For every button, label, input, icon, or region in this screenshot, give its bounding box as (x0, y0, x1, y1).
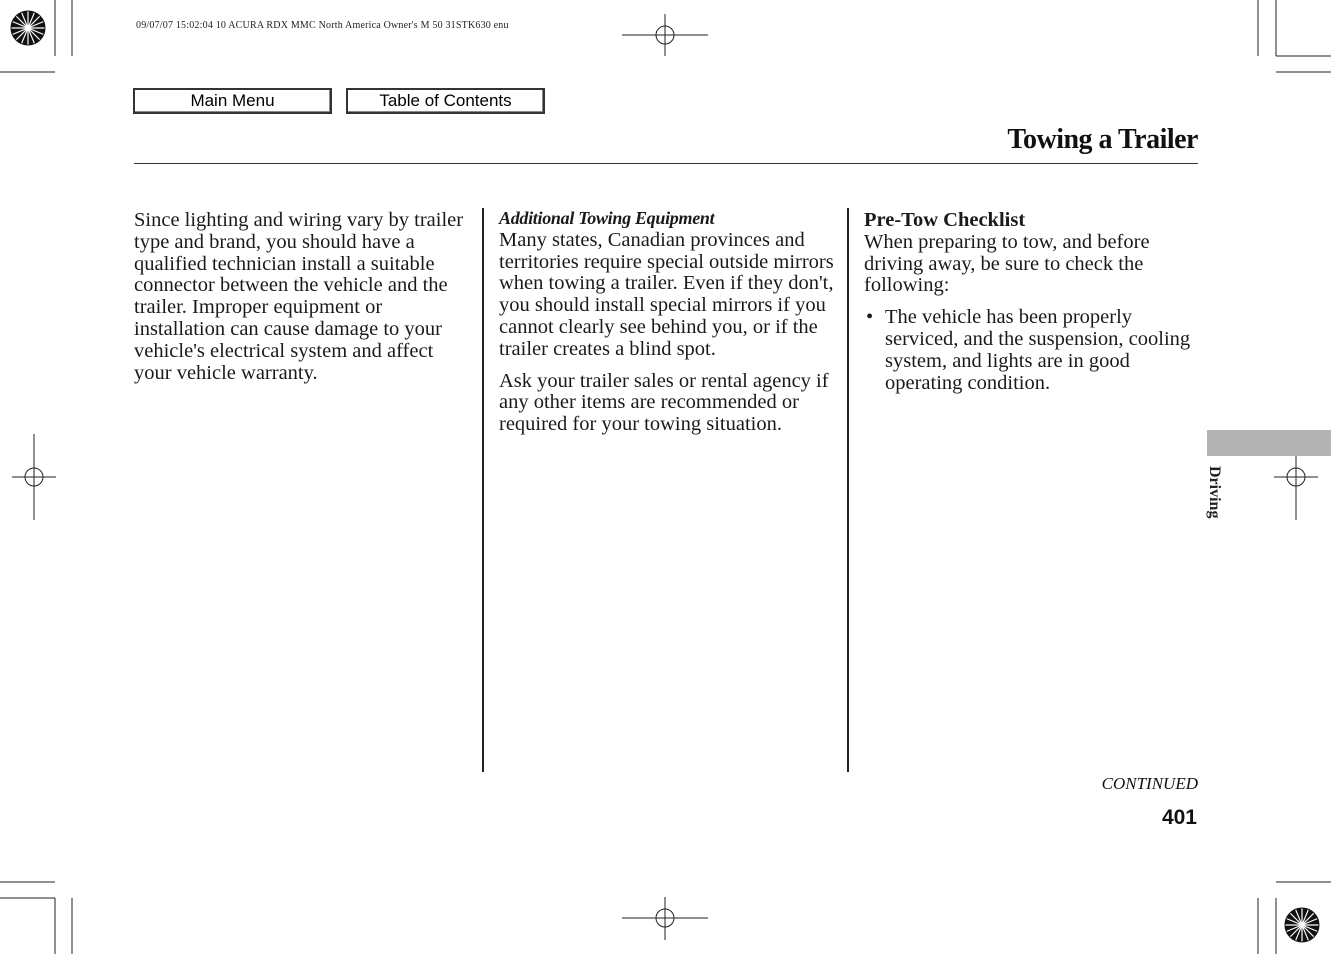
column-divider-1 (482, 208, 484, 772)
star-target-bottom-right (1285, 908, 1319, 942)
main-menu-button[interactable]: Main Menu (133, 88, 332, 114)
pre-tow-checklist-heading: Pre-Tow Checklist (864, 209, 1026, 231)
print-header: 09/07/07 15:02:04 10 ACURA RDX MMC North America Owner's M 50 31STK630 enu (136, 20, 509, 31)
table-of-contents-button[interactable]: Table of Contents (346, 88, 545, 114)
page-number: 401 (1161, 806, 1197, 829)
col3-intro: When preparing to tow, and before driving away, be sure to check the following: (864, 230, 1150, 297)
col1-paragraph: Since lighting and wiring vary by trailer type and brand, you should have a qualified technician install a suitable connector between the vehicle and the trailer. Improper equipment or installation can cause damage to your vehicle's electrical system and affect your vehicle warranty. (134, 209, 464, 384)
checklist (864, 307, 1194, 394)
col2-paragraph-1: Many states, Canadian provinces and territories require special outside mirrors when towing a trailer. Even if they don't, you should install special mirrors if you cannot clearly see behind you, or if the trailer creates a blind spot. (499, 228, 834, 360)
additional-equipment-heading: Additional Towing Equipment (499, 208, 715, 228)
column-3 (864, 210, 1194, 394)
section-tab-label: Driving (1206, 466, 1223, 519)
star-target-top-left (11, 11, 45, 45)
column-2 (499, 208, 839, 446)
col2-paragraph-2: Ask your trailer sales or rental agency if any other items are recommended or required for your towing situation. (499, 369, 829, 436)
section-tab (1207, 430, 1331, 456)
bullet-icon: • (866, 306, 874, 329)
checklist-item (864, 307, 1194, 394)
checklist-item-text: The vehicle has been properly serviced, and the suspension, cooling system, and lights are in good operating condition. (885, 306, 1191, 394)
title-divider (134, 163, 1198, 164)
column-1 (134, 210, 464, 394)
page-title: Towing a Trailer (1007, 124, 1198, 155)
column-divider-2 (847, 208, 849, 772)
continued-label: CONTINUED (1101, 774, 1198, 793)
